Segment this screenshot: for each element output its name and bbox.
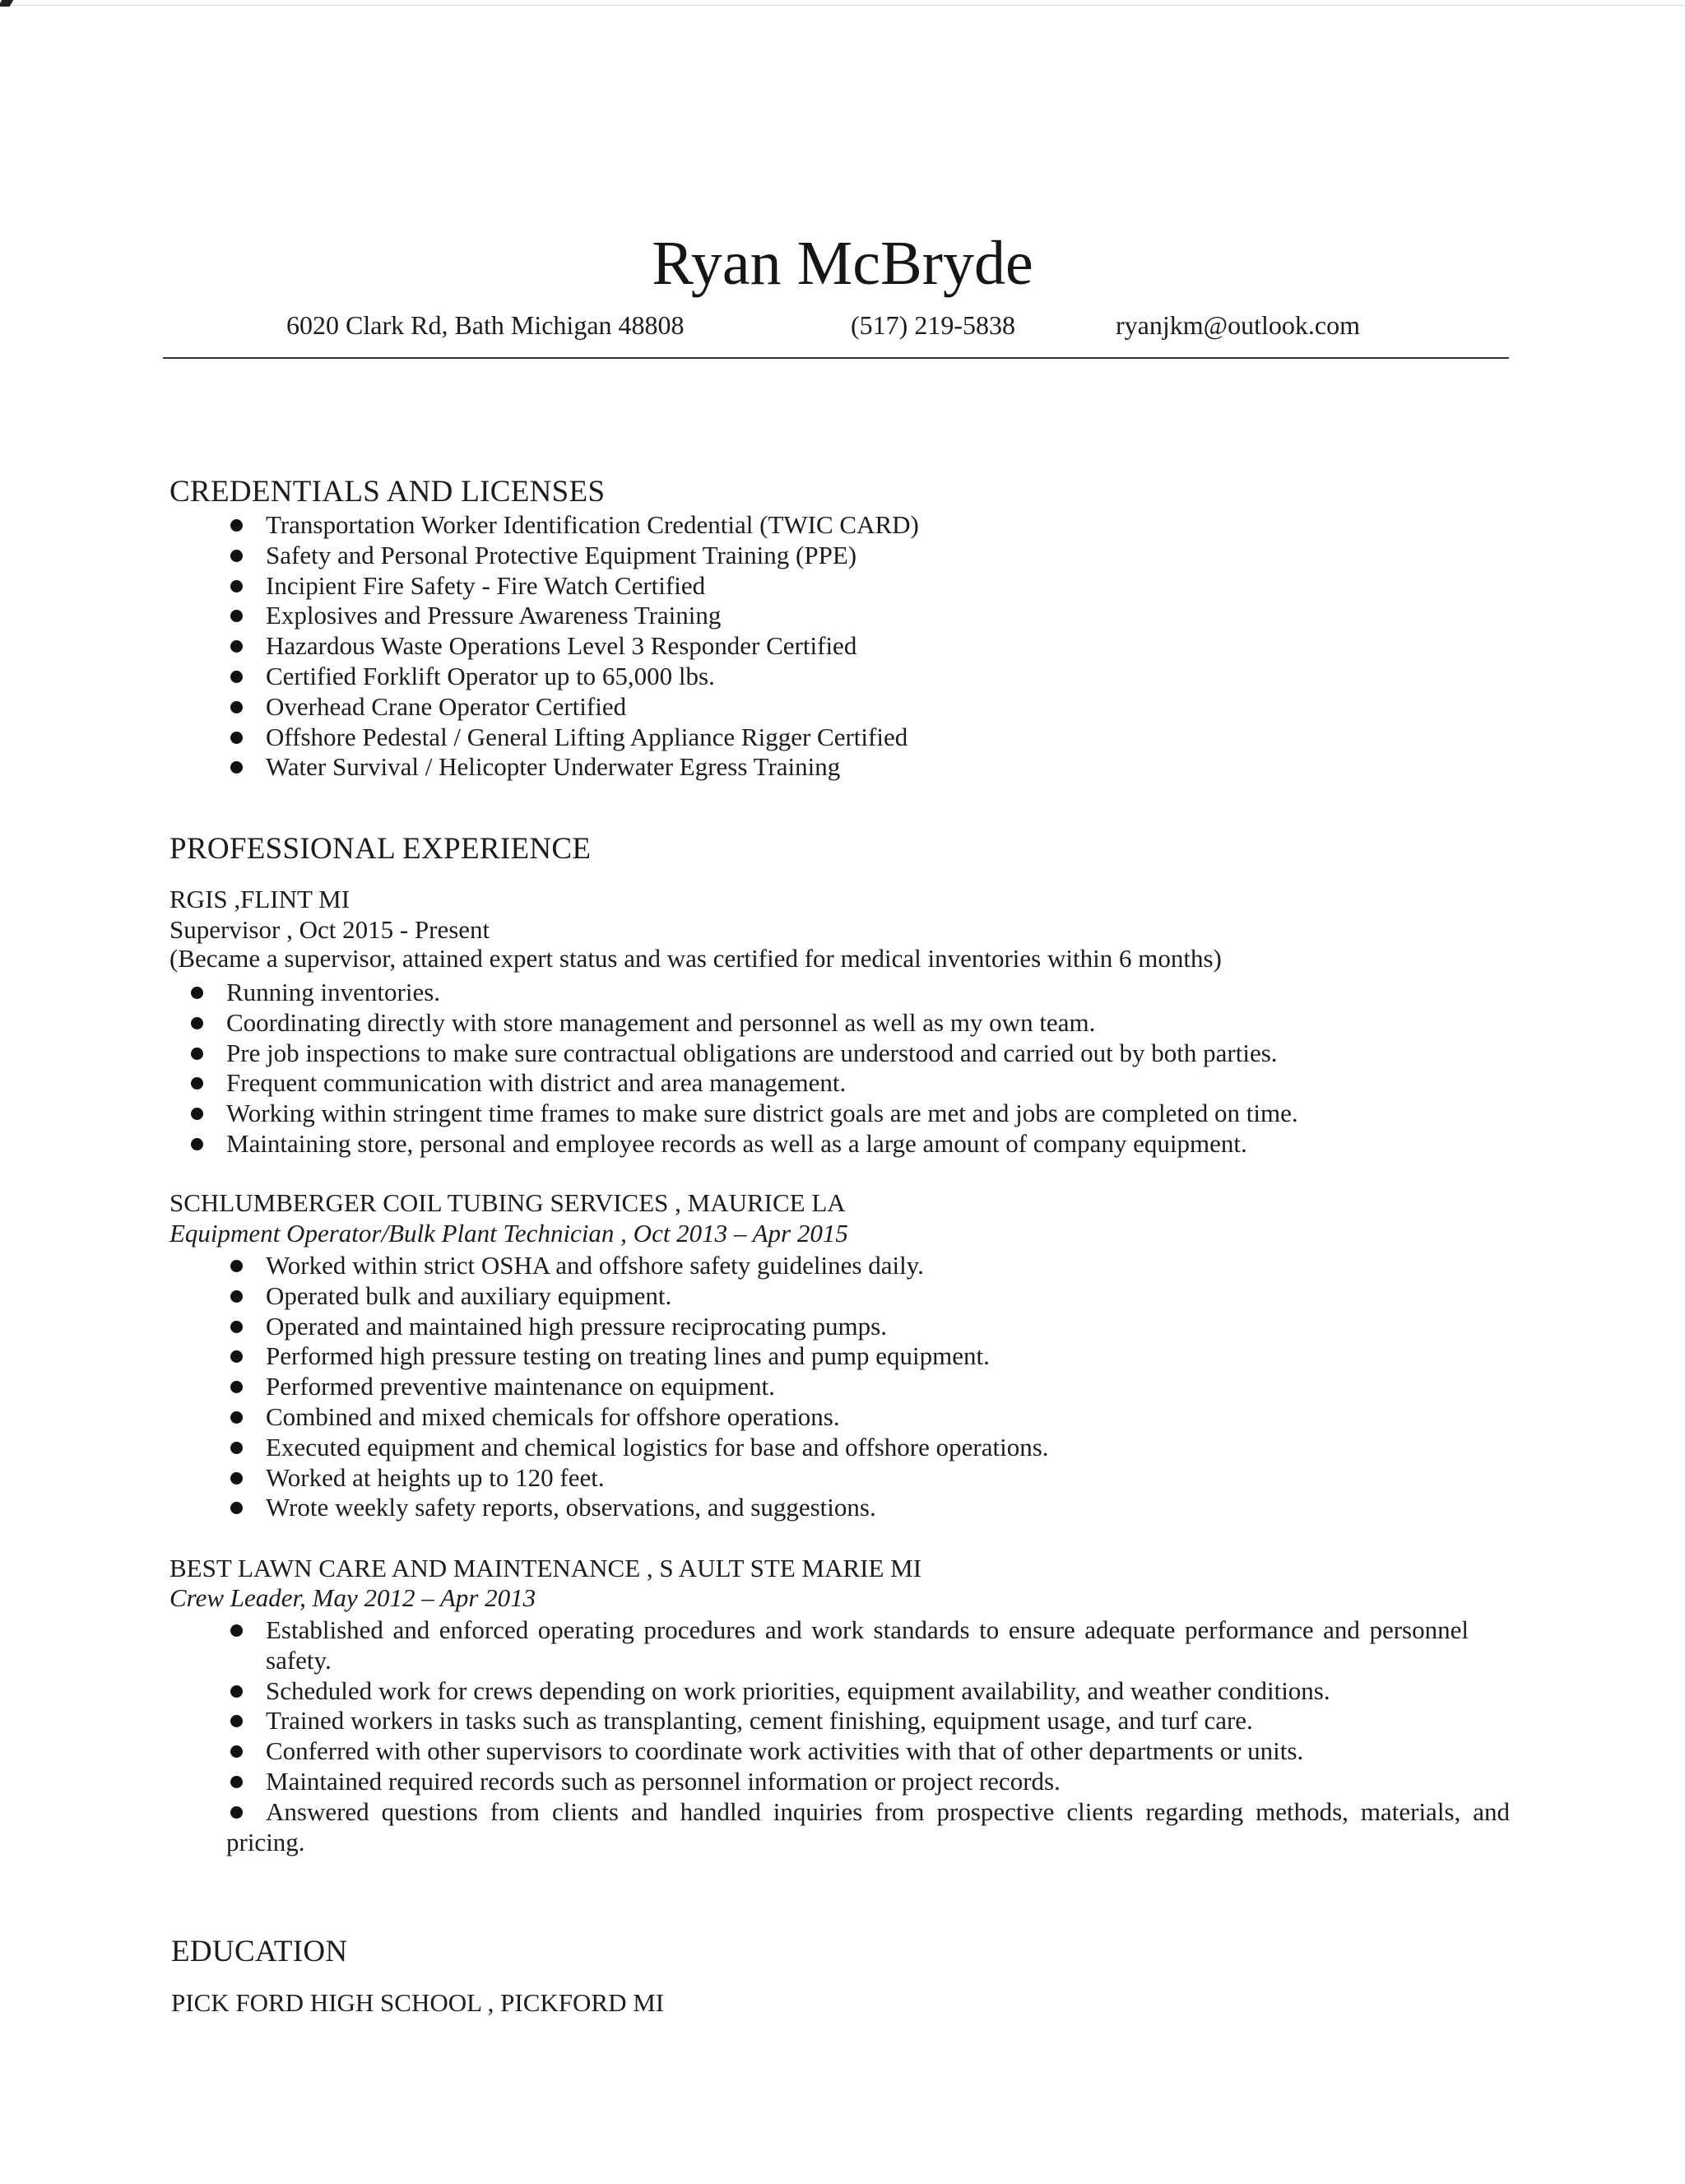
job-title: Supervisor , Oct 2015 - Present bbox=[169, 915, 490, 944]
job-title: Equipment Operator/Bulk Plant Technician , Oct 2013 – Apr 2015 bbox=[169, 1219, 848, 1248]
list-item: Performed high pressure testing on treating lines and pump equipment. bbox=[226, 1341, 1049, 1372]
resume-name: Ryan McBryde bbox=[652, 229, 1033, 298]
bullet-icon bbox=[230, 1321, 243, 1333]
list-item: Certified Forklift Operator up to 65,000 lbs. bbox=[226, 662, 919, 692]
list-item: Combined and mixed chemicals for offshore operations. bbox=[226, 1402, 1049, 1433]
list-item: Running inventories. bbox=[187, 978, 1298, 1008]
job-company: BEST LAWN CARE AND MAINTENANCE , S AULT STE MARIE MI bbox=[169, 1554, 922, 1582]
job-bullets bbox=[226, 1615, 1510, 1857]
bullet-icon bbox=[230, 1260, 243, 1272]
education-school: PICK FORD HIGH SCHOOL , PICKFORD MI bbox=[171, 1988, 665, 2017]
bullet-icon bbox=[230, 1502, 243, 1514]
list-item: Operated and maintained high pressure reciprocating pumps. bbox=[226, 1312, 1049, 1342]
contact-email: ryanjkm@outlook.com bbox=[1116, 310, 1360, 340]
list-item: Hazardous Waste Operations Level 3 Responder Certified bbox=[226, 631, 919, 662]
list-item: Conferred with other supervisors to coordinate work activities with that of other departments or units. bbox=[226, 1736, 1469, 1767]
list-item: Offshore Pedestal / General Lifting Appliance Rigger Certified bbox=[226, 723, 919, 753]
bullet-icon bbox=[230, 1290, 243, 1303]
bullet-icon bbox=[230, 1381, 243, 1393]
bullet-icon bbox=[230, 1472, 243, 1485]
bullet-icon bbox=[230, 1776, 243, 1788]
bullet-icon bbox=[230, 610, 243, 622]
list-item: Coordinating directly with store management and personnel as well as my own team. bbox=[187, 1008, 1298, 1039]
bullet-icon bbox=[230, 640, 243, 653]
list-item: Wrote weekly safety reports, observations, and suggestions. bbox=[226, 1493, 1049, 1523]
list-item: Incipient Fire Safety - Fire Watch Certified bbox=[226, 571, 919, 602]
scan-edge-line bbox=[12, 5, 1685, 6]
bullet-icon bbox=[230, 1350, 243, 1363]
list-item: Maintaining store, personal and employee records as well as a large amount of company equipment. bbox=[187, 1129, 1298, 1159]
contact-address: 6020 Clark Rd, Bath Michigan 48808 bbox=[286, 310, 685, 340]
list-item: Safety and Personal Protective Equipment Training (PPE) bbox=[226, 541, 919, 571]
bullet-icon bbox=[191, 1108, 203, 1120]
bullet-icon bbox=[191, 1048, 203, 1060]
bullet-icon bbox=[230, 732, 243, 744]
list-item: Operated bulk and auxiliary equipment. bbox=[226, 1281, 1049, 1312]
bullet-icon bbox=[230, 550, 243, 562]
list-item: Working within stringent time frames to make sure district goals are met and jobs are completed on time. bbox=[187, 1099, 1298, 1129]
bullet-icon bbox=[191, 1077, 203, 1090]
list-item: Water Survival / Helicopter Underwater Egress Training bbox=[226, 752, 919, 783]
job-bullets bbox=[187, 978, 1298, 1159]
bullet-icon bbox=[230, 580, 243, 592]
job-summary: (Became a supervisor, attained expert status and was certified for medical inventories within 6 months) bbox=[169, 944, 1222, 973]
list-item: Answered questions from clients and handled inquiries from prospective clients regarding methods, materials, and pricing. bbox=[226, 1796, 1510, 1856]
bullet-icon bbox=[191, 1017, 203, 1029]
bullet-icon bbox=[230, 1806, 243, 1819]
bullet-icon bbox=[230, 1624, 243, 1637]
credentials-heading: CREDENTIALS AND LICENSES bbox=[169, 475, 606, 509]
list-item: Executed equipment and chemical logistics for base and offshore operations. bbox=[226, 1433, 1049, 1463]
experience-heading: PROFESSIONAL EXPERIENCE bbox=[169, 832, 592, 866]
bullet-icon bbox=[191, 987, 203, 999]
education-heading: EDUCATION bbox=[171, 1935, 348, 1968]
job-title: Crew Leader, May 2012 – Apr 2013 bbox=[169, 1583, 536, 1612]
job-bullets bbox=[226, 1251, 1049, 1523]
list-item: Worked within strict OSHA and offshore safety guidelines daily. bbox=[226, 1251, 1049, 1281]
bullet-icon bbox=[230, 671, 243, 683]
job-company: SCHLUMBERGER COIL TUBING SERVICES , MAURICE LA bbox=[169, 1188, 846, 1217]
list-item: Overhead Crane Operator Certified bbox=[226, 692, 919, 723]
bullet-icon bbox=[230, 1411, 243, 1424]
list-item: Frequent communication with district and area management. bbox=[187, 1068, 1298, 1099]
bullet-icon bbox=[230, 519, 243, 532]
header-divider bbox=[163, 357, 1509, 359]
list-item: Explosives and Pressure Awareness Training bbox=[226, 601, 919, 631]
list-item: Pre job inspections to make sure contractual obligations are understood and carried out by both parties. bbox=[187, 1039, 1298, 1069]
list-item: Scheduled work for crews depending on work priorities, equipment availability, and weather conditions. bbox=[226, 1676, 1469, 1707]
bullet-icon bbox=[230, 761, 243, 774]
bullet-icon bbox=[230, 1442, 243, 1454]
list-item: Trained workers in tasks such as transplanting, cement finishing, equipment usage, and turf care. bbox=[226, 1706, 1469, 1736]
bullet-icon bbox=[230, 1685, 243, 1698]
job-company: RGIS ,FLINT MI bbox=[169, 885, 350, 913]
bullet-icon bbox=[230, 1745, 243, 1758]
bullet-icon bbox=[191, 1138, 203, 1150]
list-item: Maintained required records such as personnel information or project records. bbox=[226, 1767, 1469, 1797]
list-item: Transportation Worker Identification Credential (TWIC CARD) bbox=[226, 510, 919, 541]
credentials-list bbox=[226, 510, 919, 783]
contact-phone: (517) 219-5838 bbox=[851, 310, 1015, 340]
list-item: Worked at heights up to 120 feet. bbox=[226, 1463, 1049, 1494]
bullet-icon bbox=[230, 1715, 243, 1727]
list-item: Established and enforced operating procedures and work standards to ensure adequate performance and personnel safety. bbox=[226, 1615, 1469, 1676]
bullet-icon bbox=[230, 701, 243, 713]
list-item: Performed preventive maintenance on equipment. bbox=[226, 1372, 1049, 1402]
